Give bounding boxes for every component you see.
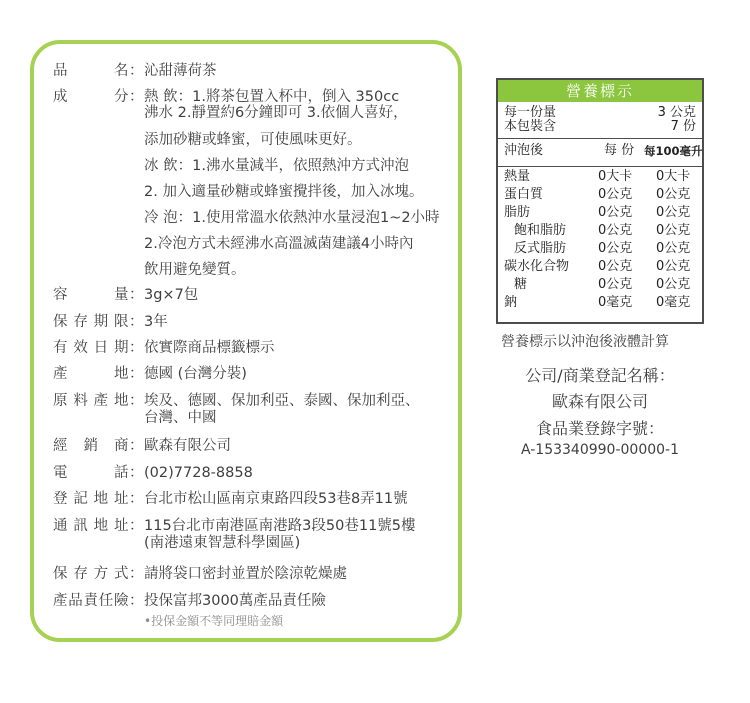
- row-label: [53, 486, 129, 512]
- info-row: [53, 433, 458, 459]
- row-value: 3年: [144, 314, 168, 330]
- row-label-char: 產: [93, 393, 109, 409]
- nutrient-per-100: 0公克: [656, 205, 691, 220]
- ingredients-line: 2.冷泡方式未經沸水高溫滅菌建議4小時內: [144, 236, 414, 252]
- row-label-char: 地: [114, 393, 129, 409]
- row-label-char: 有: [53, 340, 68, 356]
- row-label-char: 量: [114, 287, 129, 303]
- row-label-char: 地: [93, 518, 109, 534]
- row-label-char: 期: [93, 314, 109, 330]
- nutrient-name: 鈉: [504, 295, 518, 310]
- row-value: (02)7728-8858: [144, 465, 253, 481]
- row-colon: ：: [129, 340, 144, 356]
- nutrition-table: [496, 78, 704, 324]
- row-colon: ：: [129, 465, 144, 481]
- row-value: 熱 飲：1.將茶包置入杯中，倒入 350cc: [144, 89, 400, 105]
- row-label: [53, 460, 129, 486]
- row-label-char: 險: [114, 593, 129, 609]
- row-label-char: 銷: [83, 438, 98, 454]
- insurance-note: •投保金額不等同理賠金額: [144, 614, 284, 628]
- row-value: 投保富邦3000萬產品責任險: [144, 593, 326, 609]
- row-label: [53, 513, 129, 539]
- info-row: [53, 460, 458, 486]
- row-label-char: 料: [73, 393, 88, 409]
- ingredients-line: 添加砂糖或蜂蜜，可使風味更好。: [144, 132, 362, 148]
- row-label-char: 式: [114, 566, 129, 582]
- row-label-char: 期: [114, 340, 129, 356]
- row-label: [53, 588, 129, 614]
- nutrient-per-100: 0大卡: [656, 169, 691, 184]
- row-colon: ：: [129, 287, 144, 303]
- row-label-char: 經: [53, 438, 68, 454]
- nutrient-name: 脂肪: [504, 205, 531, 220]
- row-value: 歐森有限公司: [144, 438, 231, 454]
- nutrient-per-100: 0毫克: [656, 295, 691, 310]
- nutrient-per-100: 0公克: [656, 277, 691, 292]
- row-label: [53, 388, 129, 414]
- nutrient-per-serving: 0公克: [598, 259, 633, 274]
- row-label-char: 效: [73, 340, 88, 356]
- row-label-char: 名: [114, 63, 129, 79]
- row-label-char: 品: [68, 593, 83, 609]
- row-label-char: 容: [53, 287, 68, 303]
- row-label: [53, 433, 129, 459]
- row-label: [53, 84, 129, 110]
- row-label-char: 訊: [73, 518, 88, 534]
- nutrient-per-serving: 0公克: [598, 205, 633, 220]
- row-label: [53, 282, 129, 308]
- row-colon: ：: [129, 491, 144, 507]
- nutrient-name: 碳水化合物: [504, 259, 570, 274]
- nutrient-per-100: 0公克: [656, 259, 691, 274]
- row-label-char: 產: [53, 366, 68, 382]
- row-label: [53, 335, 129, 361]
- row-label-char: 分: [114, 89, 129, 105]
- row-value: 埃及、德國、保加利亞、泰國、保加利亞、: [144, 393, 420, 409]
- row-value: 115台北市南港區南港路3段50巷11號5樓: [144, 518, 416, 534]
- row-label-char: 原: [53, 393, 68, 409]
- food-registration-number: A-153340990-00000-1: [520, 442, 680, 458]
- nutrient-per-serving: 0公克: [598, 223, 633, 238]
- row-label-char: 品: [53, 63, 68, 79]
- serving-label-1: 每一份量: [504, 105, 557, 120]
- row-colon: ：: [129, 63, 144, 79]
- ingredients-line: 飲用避免變質。: [144, 262, 246, 278]
- row-label-char: 記: [73, 491, 88, 507]
- row-value: 3g×7包: [144, 287, 199, 303]
- nutrient-name: 飽和脂肪: [514, 223, 567, 238]
- row-label: [53, 309, 129, 335]
- serving-label-2: 本包裝含: [504, 119, 557, 134]
- row-label: [53, 58, 129, 84]
- nutrition-footnote: 營養標示以沖泡後液體計算: [501, 334, 669, 350]
- row-colon: ：: [129, 518, 144, 534]
- nutrient-per-100: 0公克: [656, 187, 691, 202]
- row-label: [53, 561, 129, 587]
- nutrient-name: 糖: [514, 277, 528, 292]
- row-value: 依實際商品標籤標示: [144, 340, 275, 356]
- nutrient-name: 反式脂肪: [514, 241, 567, 256]
- col-per-100: 每100毫升: [644, 144, 703, 158]
- nutrient-per-serving: 0公克: [598, 241, 633, 256]
- nutrient-name: 熱量: [504, 169, 531, 184]
- row-label-char: 存: [73, 314, 88, 330]
- serving-value-1: 3 公克: [657, 105, 696, 120]
- info-row: [53, 335, 458, 361]
- sub-label: 沖泡後: [504, 143, 544, 158]
- info-row: [53, 486, 458, 512]
- row-value: 沁甜薄荷茶: [144, 63, 217, 79]
- info-row: [53, 282, 458, 308]
- origin-line: 台灣、中國: [144, 410, 217, 426]
- row-label-char: 產: [53, 593, 68, 609]
- col-per-serving: 每 份: [604, 143, 635, 158]
- nutrient-per-serving: 0毫克: [598, 295, 633, 310]
- row-label-char: 登: [53, 491, 68, 507]
- row-value: 德國 (台灣分裝): [144, 366, 247, 382]
- nutrient-per-serving: 0大卡: [598, 169, 633, 184]
- row-label-char: 地: [114, 366, 129, 382]
- divider: [498, 166, 702, 167]
- row-colon: ：: [129, 366, 144, 382]
- info-row: [53, 561, 458, 587]
- info-row: [53, 58, 458, 84]
- row-label-char: 址: [114, 491, 129, 507]
- row-label-char: 存: [73, 566, 88, 582]
- row-label-char: 通: [53, 518, 68, 534]
- serving-value-2: 7 份: [670, 119, 696, 134]
- row-colon: ：: [129, 438, 144, 454]
- row-label-char: 保: [53, 566, 68, 582]
- row-label-char: 話: [114, 465, 129, 481]
- row-label-char: 任: [98, 593, 114, 609]
- row-label-char: 地: [93, 491, 109, 507]
- row-colon: ：: [129, 314, 144, 330]
- row-label-char: 電: [53, 465, 68, 481]
- nutrient-per-100: 0公克: [656, 223, 691, 238]
- divider: [498, 138, 702, 139]
- row-label-char: 成: [53, 89, 68, 105]
- company-label: 公司/商業登記名稱：: [525, 366, 675, 385]
- ingredients-line: 2. 加入適量砂糖或蜂蜜攪拌後，加入冰塊。: [144, 184, 424, 200]
- nutrition-title: 營養標示: [498, 80, 702, 102]
- ingredients-line: 沸水 2.靜置約6分鐘即可 3.依個人喜好，: [144, 105, 408, 121]
- info-row: [53, 588, 458, 614]
- row-label: [53, 361, 129, 387]
- row-label-char: 限: [114, 314, 129, 330]
- row-label-char: 商: [114, 438, 129, 454]
- info-row: [53, 388, 458, 414]
- row-colon: ：: [129, 593, 144, 609]
- row-label-char: 責: [83, 593, 98, 609]
- nutrient-per-serving: 0公克: [598, 277, 633, 292]
- row-colon: ：: [129, 89, 144, 105]
- row-label-char: 保: [53, 314, 68, 330]
- info-row: [53, 361, 458, 387]
- nutrient-per-100: 0公克: [656, 241, 691, 256]
- ingredients-line: 冰 飲：1.沸水量減半，依照熱沖方式沖泡: [144, 158, 409, 174]
- row-value: 請將袋口密封並置於陰涼乾燥處: [144, 566, 347, 582]
- row-colon: ：: [129, 566, 144, 582]
- ingredients-line: 冷 泡：1.使用常溫水依熱沖水量浸泡1~2小時: [144, 210, 440, 226]
- row-label-char: 址: [114, 518, 129, 534]
- row-colon: ：: [129, 393, 144, 409]
- food-registration-label: 食品業登錄字號：: [535, 419, 664, 438]
- row-label-char: 日: [93, 340, 109, 356]
- nutrient-per-serving: 0公克: [598, 187, 633, 202]
- company-name: 歐森有限公司: [551, 392, 648, 411]
- row-label-char: 方: [93, 566, 109, 582]
- row-value: 台北市松山區南京東路四段53巷8弄11號: [144, 491, 408, 507]
- address-line: (南港遠東智慧科學園區): [144, 535, 301, 551]
- info-row: [53, 309, 458, 335]
- nutrient-name: 蛋白質: [504, 187, 544, 202]
